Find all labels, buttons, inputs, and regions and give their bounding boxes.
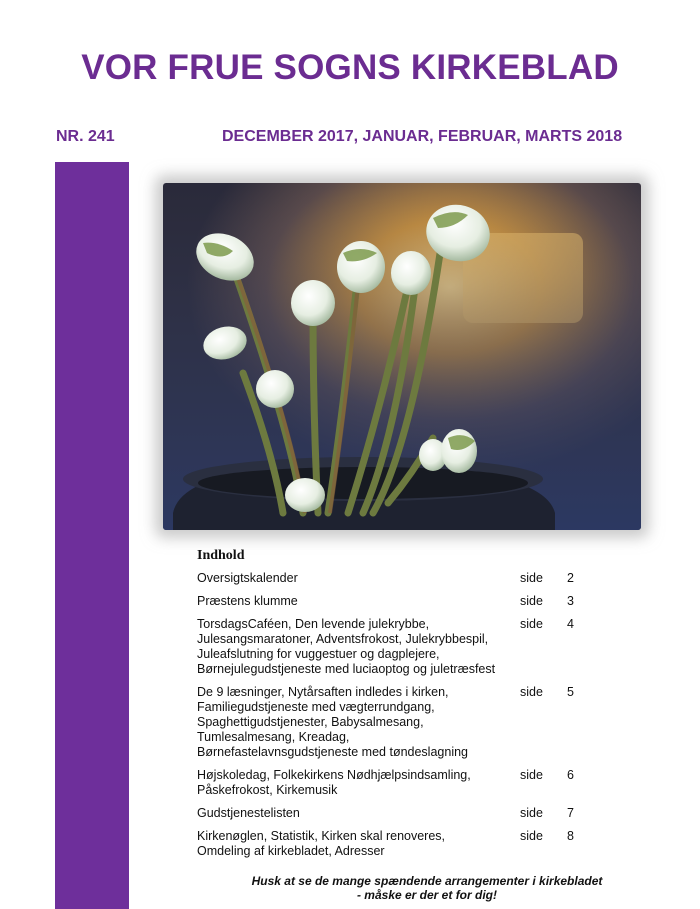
toc-page-number: 8 [567,829,574,843]
footer-line-2: - måske er der et for dig! [356,888,498,902]
toc-side-label: side [520,571,543,585]
toc-entry-title: Oversigtskalender [197,571,298,585]
toc-page-number: 7 [567,806,574,820]
toc-row [197,594,617,609]
magazine-title: VOR FRUE SOGNS KIRKEBLAD [81,48,619,87]
toc-row [197,829,617,859]
table-of-contents [197,548,617,867]
toc-page-number: 3 [567,594,574,608]
toc-entry-title: Gudstjenestelisten [197,806,300,820]
toc-page-number: 4 [567,617,574,631]
toc-side-label: side [520,617,543,631]
toc-page-number: 5 [567,685,574,699]
contents-heading: Indhold [197,548,245,563]
toc-entry-title: TorsdagsCaféen, Den levende julekrybbe, Julesangsmaratoner, Adventsfrokost, Julekrybbespil, Juleafslutning for vuggestuer og dagplejere, Børnejulegudstjeneste med luciaoptog og juletræsfest [197,617,496,676]
footer-note [207,874,647,902]
toc-row [197,571,617,586]
toc-row [197,685,617,760]
toc-row [197,806,617,821]
toc-entry-title: De 9 læsninger, Nytårsaften indledes i kirken, Familiegudstjeneste med vægterrundgang, Spaghettigudstjenester, Babysalmesang, Tumlesalmesang, Kreadag, Børnefastelavnsgudstjeneste med tøndeslagning [197,685,468,759]
issue-number: NR. 241 [56,128,115,145]
issue-dates: DECEMBER 2017, JANUAR, FEBRUAR, MARTS 2018 [222,128,623,145]
toc-side-label: side [520,685,543,699]
toc-side-label: side [520,768,543,782]
cover-photo [163,183,641,530]
toc-side-label: side [520,806,543,820]
footer-line-1: Husk at se de mange spændende arrangementer i kirkebladet [251,874,603,888]
toc-side-label: side [520,594,543,608]
toc-row [197,768,617,798]
toc-page-number: 2 [567,571,574,585]
purple-side-bar [55,162,129,909]
toc-entry-title: Kirkenøglen, Statistik, Kirken skal renoveres, Omdeling af kirkebladet, Adresser [197,829,446,858]
toc-page-number: 6 [567,768,574,782]
toc-side-label: side [520,829,543,843]
toc-entry-title: Præstens klumme [197,594,298,608]
toc-entry-title: Højskoledag, Folkekirkens Nødhjælpsindsamling, Påskefrokost, Kirkemusik [197,768,471,797]
toc-row [197,617,617,677]
flower-illustration [163,183,641,530]
